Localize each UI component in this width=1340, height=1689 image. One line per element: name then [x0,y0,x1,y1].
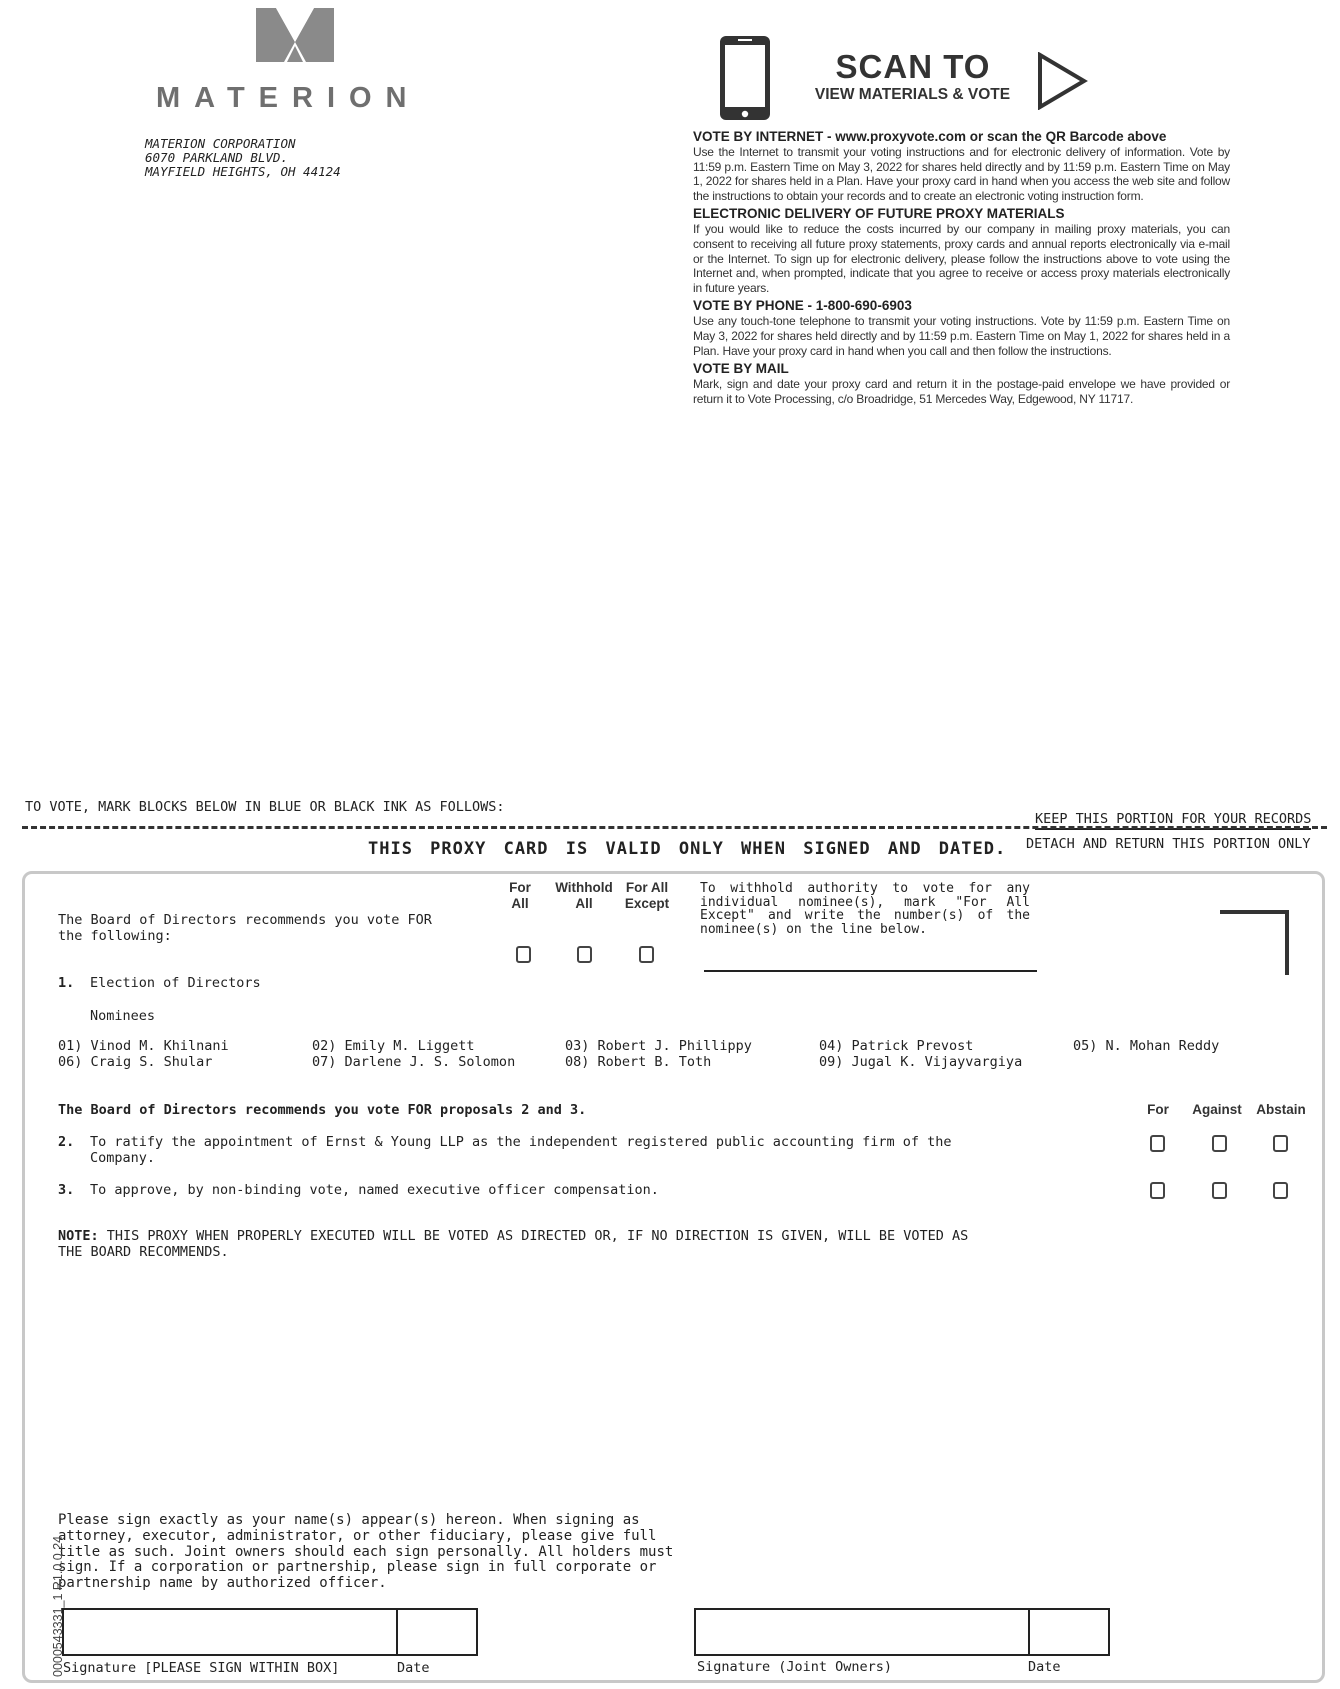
detach-line [22,826,1327,829]
proposal-3-text: To approve, by non-binding vote, named executive officer compensation. [90,1182,659,1198]
voting-instructions [693,129,1230,409]
corner-registration-mark [1220,909,1290,975]
board-recommendation-proposals: The Board of Directors recommends you vote FOR proposals 2 and 3. [58,1102,587,1118]
electronic-delivery-body: If you would like to reduce the costs incurred by our company in mailing proxy materials, you can consent to receiving all future proxy statements, proxy cards and annual reports electronically via e-mail or the Internet. To sign up for electronic delivery, please follow the instructions above to vote using the Internet and, when prompted, indicate that you agree to receive or access proxy materials electronically in future years. [693,222,1230,295]
checkbox-for-all[interactable] [516,946,531,963]
to-vote-instruction: TO VOTE, MARK BLOCKS BELOW IN BLUE OR BLACK INK AS FOLLOWS: [25,799,505,815]
address-line: MAYFIELD HEIGHTS, OH 44124 [145,164,341,179]
proposal-3-number: 3. [58,1182,75,1198]
proposal-2-abstain-checkbox[interactable] [1273,1135,1288,1152]
note-body: THIS PROXY WHEN PROPERLY EXECUTED WILL BE VOTED AS DIRECTED OR, IF NO DIRECTION IS GIVEN, WILL BE VOTED AS THE BOARD RECOMMENDS. [58,1228,969,1260]
proposal-3-against-checkbox[interactable] [1212,1182,1227,1199]
vote-phone-heading: VOTE BY PHONE - 1-800-690-6903 [693,298,912,314]
vote-phone-body: Use any touch-tone telephone to transmit your voting instructions. Vote by 11:59 p.m. Eastern Time on May 3, 2022 for shares held directly and by 11:59 p.m. Eastern Time on May 1, 2022 for shares held in a Plan. Have your proxy card in hand when you call and then follow the instructions. [693,314,1230,358]
vote-internet-body: Use the Internet to transmit your voting instructions and for electronic delivery of information. Vote by 11:59 p.m. Eastern Time on May 3, 2022 for shares held directly and by 11:59 p.m. Eastern Time on May 1, 2022 for shares held in a Plan. Have your proxy card in hand when you access the web site and follow the instructions to obtain your records and to create an electronic voting instruction form. [693,145,1230,203]
item-1-title: Election of Directors [90,975,261,991]
materion-logo-icon [256,8,334,62]
address-line: MATERION CORPORATION [145,136,296,151]
vote-mail-heading: VOTE BY MAIL [693,361,789,377]
col-for-all: For All [509,880,531,911]
vote-internet-heading: VOTE BY INTERNET - www.proxyvote.com or scan the QR Barcode above [693,129,1167,144]
nominee-item: 07) Darlene J. S. Solomon [312,1054,516,1070]
joint-signature-box[interactable] [694,1608,1030,1656]
detach-return-label: DETACH AND RETURN THIS PORTION ONLY [1026,836,1311,852]
signature-date-box[interactable] [396,1608,478,1656]
play-arrow-icon [1036,52,1088,110]
form-control-code: 0000543331_1 R1.0.0.24 [51,1535,65,1677]
checkbox-for-all-except[interactable] [639,946,654,963]
return-address [145,137,341,179]
vote-mail-body: Mark, sign and date your proxy card and return it in the postage-paid envelope we have provided or return it to Vote Processing, c/o Broadridge, 51 Mercedes Way, Edgewood, NY 11717. [693,377,1230,406]
col-withhold-all: Withhold All [555,880,613,911]
checkbox-withhold-all[interactable] [577,946,592,963]
proposal-2-for-checkbox[interactable] [1150,1135,1165,1152]
joint-date-label: Date [1028,1659,1061,1675]
nominee-item: 04) Patrick Prevost [819,1038,974,1054]
nominee-item: 03) Robert J. Phillippy [565,1038,752,1054]
proposal-3-for-checkbox[interactable] [1150,1182,1165,1199]
note-text [58,1228,978,1260]
col-against: Against [1192,1102,1242,1117]
item-1-number: 1. [58,975,75,991]
signature-box[interactable] [62,1608,398,1656]
keep-portion-label: KEEP THIS PORTION FOR YOUR RECORDS [1035,811,1311,830]
board-recommendation-directors: The Board of Directors recommends you vote FOR the following: [58,912,432,944]
col-abstain: Abstain [1256,1102,1306,1117]
proposal-2-against-checkbox[interactable] [1212,1135,1227,1152]
nominee-item: 06) Craig S. Shular [58,1054,213,1070]
nominee-item: 02) Emily M. Liggett [312,1038,475,1054]
scan-subtitle: VIEW MATERIALS & VOTE [814,86,1011,103]
proposal-2-text: To ratify the appointment of Ernst & Young LLP as the independent registered public accounting firm of the Company. [90,1134,952,1166]
joint-signature-date-box[interactable] [1028,1608,1110,1656]
date-label: Date [397,1660,430,1676]
note-label: NOTE: [58,1228,99,1244]
nominee-item: 09) Jugal K. Vijayvargiya [819,1054,1023,1070]
col-for-all-except: For All Except [624,880,670,911]
joint-signature-label: Signature (Joint Owners) [697,1659,893,1675]
valid-only-notice: THIS PROXY CARD IS VALID ONLY WHEN SIGNED AND DATED. [368,839,1007,859]
address-line: 6070 PARKLAND BLVD. [145,150,288,165]
signing-instructions: Please sign exactly as your name(s) appear(s) hereon. When signing as attorney, executor, administrator, or other fiduciary, please give full title as such. Joint owners should each sign personally. All holders must sign. If a corporation or partnership, please sign in full corporate or partnership name by authorized officer. [58,1512,674,1592]
proposal-2-number: 2. [58,1134,75,1150]
signature-label: Signature [PLEASE SIGN WITHIN BOX] [63,1660,340,1676]
col-for: For [1147,1102,1169,1117]
nominees-label: Nominees [90,1008,156,1024]
nominee-item: 05) N. Mohan Reddy [1073,1038,1220,1054]
withhold-instructions: To withhold authority to vote for any individual nominee(s), mark "For All Except" and write the number(s) of the nominee(s) on the line below. [700,881,1030,937]
nominee-exception-line[interactable] [704,970,1037,972]
nominee-item: 08) Robert B. Toth [565,1054,712,1070]
proposal-3-abstain-checkbox[interactable] [1273,1182,1288,1199]
electronic-delivery-heading: ELECTRONIC DELIVERY OF FUTURE PROXY MATERIALS [693,206,1065,222]
nominee-item: 01) Vinod M. Khilnani [58,1038,229,1054]
logo-wordmark: MATERION [156,82,421,114]
scan-title: SCAN TO [835,48,991,85]
smartphone-icon [718,34,772,122]
